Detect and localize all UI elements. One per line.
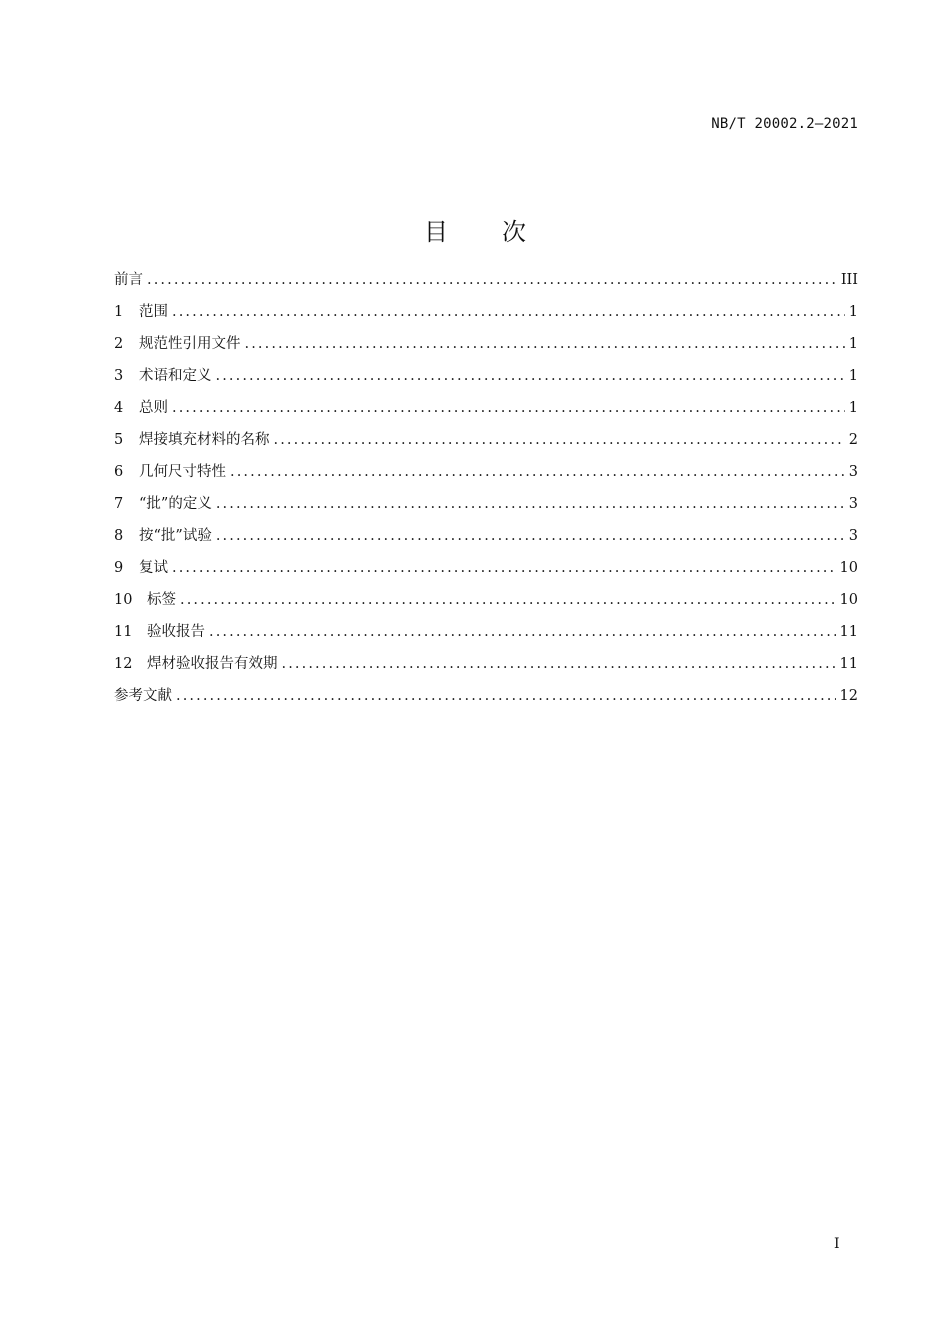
toc-entry-label: 参考文献 bbox=[114, 688, 172, 704]
toc-dot-leader bbox=[245, 328, 845, 360]
toc-entry-number: 4 bbox=[114, 400, 124, 416]
toc-title bbox=[0, 212, 950, 247]
toc-entry-label: 术语和定义 bbox=[139, 368, 212, 384]
toc-entry-page: 1 bbox=[848, 336, 858, 352]
toc-dot-leader bbox=[274, 424, 845, 456]
toc-entry-number: 5 bbox=[114, 432, 124, 448]
toc-entry-page: 10 bbox=[839, 560, 858, 576]
toc-entry-number: 8 bbox=[114, 528, 124, 544]
toc-entry-label: 前言 bbox=[114, 272, 143, 288]
toc-entry-scope[interactable] bbox=[114, 296, 858, 328]
toc-dot-leader bbox=[147, 264, 837, 296]
toc-dot-leader bbox=[172, 552, 836, 584]
toc-entry-number: 1 bbox=[114, 304, 124, 320]
toc-entry-page: 1 bbox=[848, 304, 858, 320]
toc-entry-number: 9 bbox=[114, 560, 124, 576]
toc-entry-label: 范围 bbox=[139, 304, 168, 320]
toc-entry-filler-material-names[interactable] bbox=[114, 424, 858, 456]
toc-dot-leader bbox=[209, 616, 836, 648]
toc-entry-page: 11 bbox=[839, 656, 858, 672]
toc-entry-number: 12 bbox=[114, 656, 133, 672]
toc-title-char-1: 目 bbox=[424, 218, 448, 247]
toc-dot-leader bbox=[216, 520, 845, 552]
toc-entry-page: 3 bbox=[848, 464, 858, 480]
toc-entry-label: 标签 bbox=[147, 592, 176, 608]
toc-entry-label: 焊接填充材料的名称 bbox=[139, 432, 270, 448]
toc-entry-number: 3 bbox=[114, 368, 124, 384]
toc-entry-number: 7 bbox=[114, 496, 124, 512]
toc-entry-label: 规范性引用文件 bbox=[139, 336, 241, 352]
toc-entry-page: III bbox=[840, 272, 858, 288]
toc-entry-number: 11 bbox=[114, 624, 133, 640]
toc-entry-batch-definition[interactable] bbox=[114, 488, 858, 520]
toc-entry-page: 3 bbox=[848, 496, 858, 512]
toc-entry-page: 12 bbox=[839, 688, 858, 704]
toc-entry-page: 1 bbox=[848, 368, 858, 384]
page-number: I bbox=[834, 1236, 840, 1252]
toc-entry-bibliography[interactable] bbox=[114, 680, 858, 712]
toc-entry-page: 11 bbox=[839, 624, 858, 640]
toc-entry-page: 1 bbox=[848, 400, 858, 416]
toc-entry-number: 10 bbox=[114, 592, 133, 608]
standard-code: NB/T 20002.2—2021 bbox=[711, 116, 858, 132]
toc-dot-leader bbox=[172, 296, 845, 328]
toc-entry-normative-references[interactable] bbox=[114, 328, 858, 360]
toc-dot-leader bbox=[216, 488, 845, 520]
toc-entry-retest[interactable] bbox=[114, 552, 858, 584]
toc-dot-leader bbox=[282, 648, 836, 680]
toc-entry-label: 焊材验收报告有效期 bbox=[147, 656, 278, 672]
toc-entry-number: 6 bbox=[114, 464, 124, 480]
toc-entry-label: 复试 bbox=[139, 560, 168, 576]
toc-entry-batch-testing[interactable] bbox=[114, 520, 858, 552]
toc-entry-terms-definitions[interactable] bbox=[114, 360, 858, 392]
toc-entry-page: 3 bbox=[848, 528, 858, 544]
toc-entry-general[interactable] bbox=[114, 392, 858, 424]
toc-entry-report-validity[interactable] bbox=[114, 648, 858, 680]
toc-entry-label: 几何尺寸特性 bbox=[139, 464, 226, 480]
toc-dot-leader bbox=[180, 584, 836, 616]
toc-entry-page: 2 bbox=[848, 432, 858, 448]
toc-entry-label: 总则 bbox=[139, 400, 168, 416]
toc-dot-leader bbox=[176, 680, 836, 712]
toc-entry-geometric-characteristics[interactable] bbox=[114, 456, 858, 488]
toc-entry-labelling[interactable] bbox=[114, 584, 858, 616]
toc-entry-number: 2 bbox=[114, 336, 124, 352]
toc-entry-label: “批”的定义 bbox=[139, 496, 212, 512]
toc-entry-label: 验收报告 bbox=[147, 624, 205, 640]
toc-dot-leader bbox=[230, 456, 845, 488]
toc-entry-label: 按“批”试验 bbox=[139, 528, 212, 544]
toc-entry-acceptance-report[interactable] bbox=[114, 616, 858, 648]
toc-list bbox=[114, 264, 858, 712]
toc-dot-leader bbox=[172, 392, 845, 424]
toc-title-char-2: 次 bbox=[502, 218, 526, 247]
toc-entry-page: 10 bbox=[839, 592, 858, 608]
toc-entry-foreword[interactable] bbox=[114, 264, 858, 296]
toc-dot-leader bbox=[216, 360, 845, 392]
